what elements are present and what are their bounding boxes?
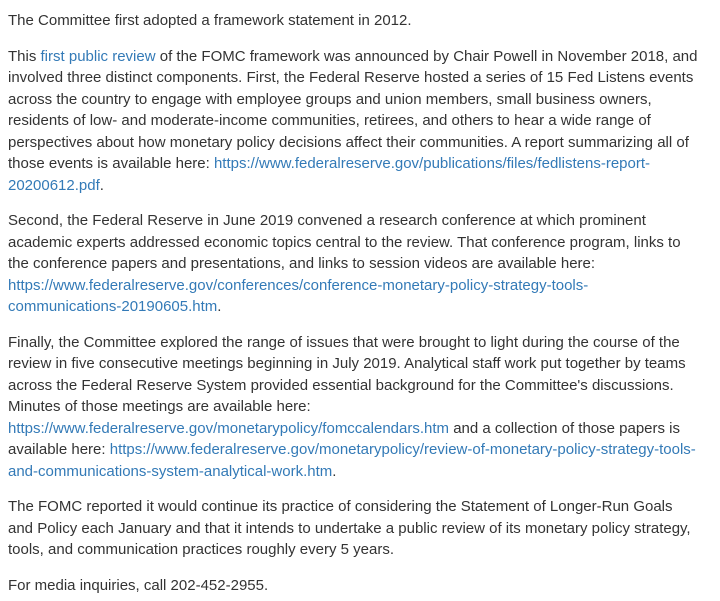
paragraph-text: Second, the Federal Reserve in June 2019 convened a research conference at which prominent academic experts addressed economic topics central to the review. That conference program, links to the conference papers and presentations, and links to session videos are available here: [8, 212, 681, 272]
link-conference-monetary-policy[interactable]: https://www.federalreserve.gov/conferences/conference-monetary-policy-strategy-tools-communications-20190605.htm [8, 276, 589, 315]
paragraph-first-review [8, 46, 698, 197]
paragraph-text: of the FOMC framework was announced by Chair Powell in November 2018, and involved three distinct components. First, the Federal Reserve hosted a series of 15 Fed Listens events across the country to engage with employee groups and union members, small business owners, residents of low- and moderate-income communities, retirees, and others to hear a wide range of perspectives about how monetary policy decisions affect their communities. A report summarizing all of those events is available here: [8, 47, 698, 172]
paragraph-media-inquiries [8, 575, 698, 597]
paragraph-text: and a collection of those papers is available here: [8, 419, 681, 458]
paragraph-text: This [8, 47, 41, 65]
paragraph-future-reviews [8, 496, 698, 561]
paragraph-committee-meetings [8, 332, 698, 483]
paragraph-text: . [332, 462, 337, 480]
paragraph-text: Finally, the Committee explored the range of issues that were brought to light during the course of the review in five consecutive meetings beginning in July 2019. Analytical staff work put together by teams across the Federal Reserve System provided essential background for the Committee's discussions. Minutes of those meetings are available here: [8, 333, 686, 415]
paragraph-framework-2012 [8, 10, 698, 32]
link-system-analytical-work[interactable]: https://www.federalreserve.gov/monetarypolicy/review-of-monetary-policy-strategy-tools-and-communications-system-analytical-work.htm [8, 441, 696, 480]
link-first-public-review[interactable]: first public review [40, 47, 156, 65]
paragraph-text: . [99, 176, 104, 194]
paragraph-text: The FOMC reported it would continue its practice of considering the Statement of Longer-Run Goals and Policy each January and that it intends to undertake a public review of its monetary policy strategy, tools, and communication practices roughly every 5 years. [8, 498, 691, 558]
link-fomc-calendars[interactable]: https://www.federalreserve.gov/monetarypolicy/fomccalendars.htm [8, 419, 450, 437]
link-fedlistens-report-pdf[interactable]: https://www.federalreserve.gov/publications/files/fedlistens-report-20200612.pdf [8, 155, 651, 194]
paragraph-text: . [217, 298, 222, 315]
paragraph-text: The Committee first adopted a framework statement in 2012. [8, 12, 412, 29]
paragraph-text: For media inquiries, call 202-452-2955. [8, 576, 269, 594]
paragraph-research-conference [8, 210, 698, 318]
